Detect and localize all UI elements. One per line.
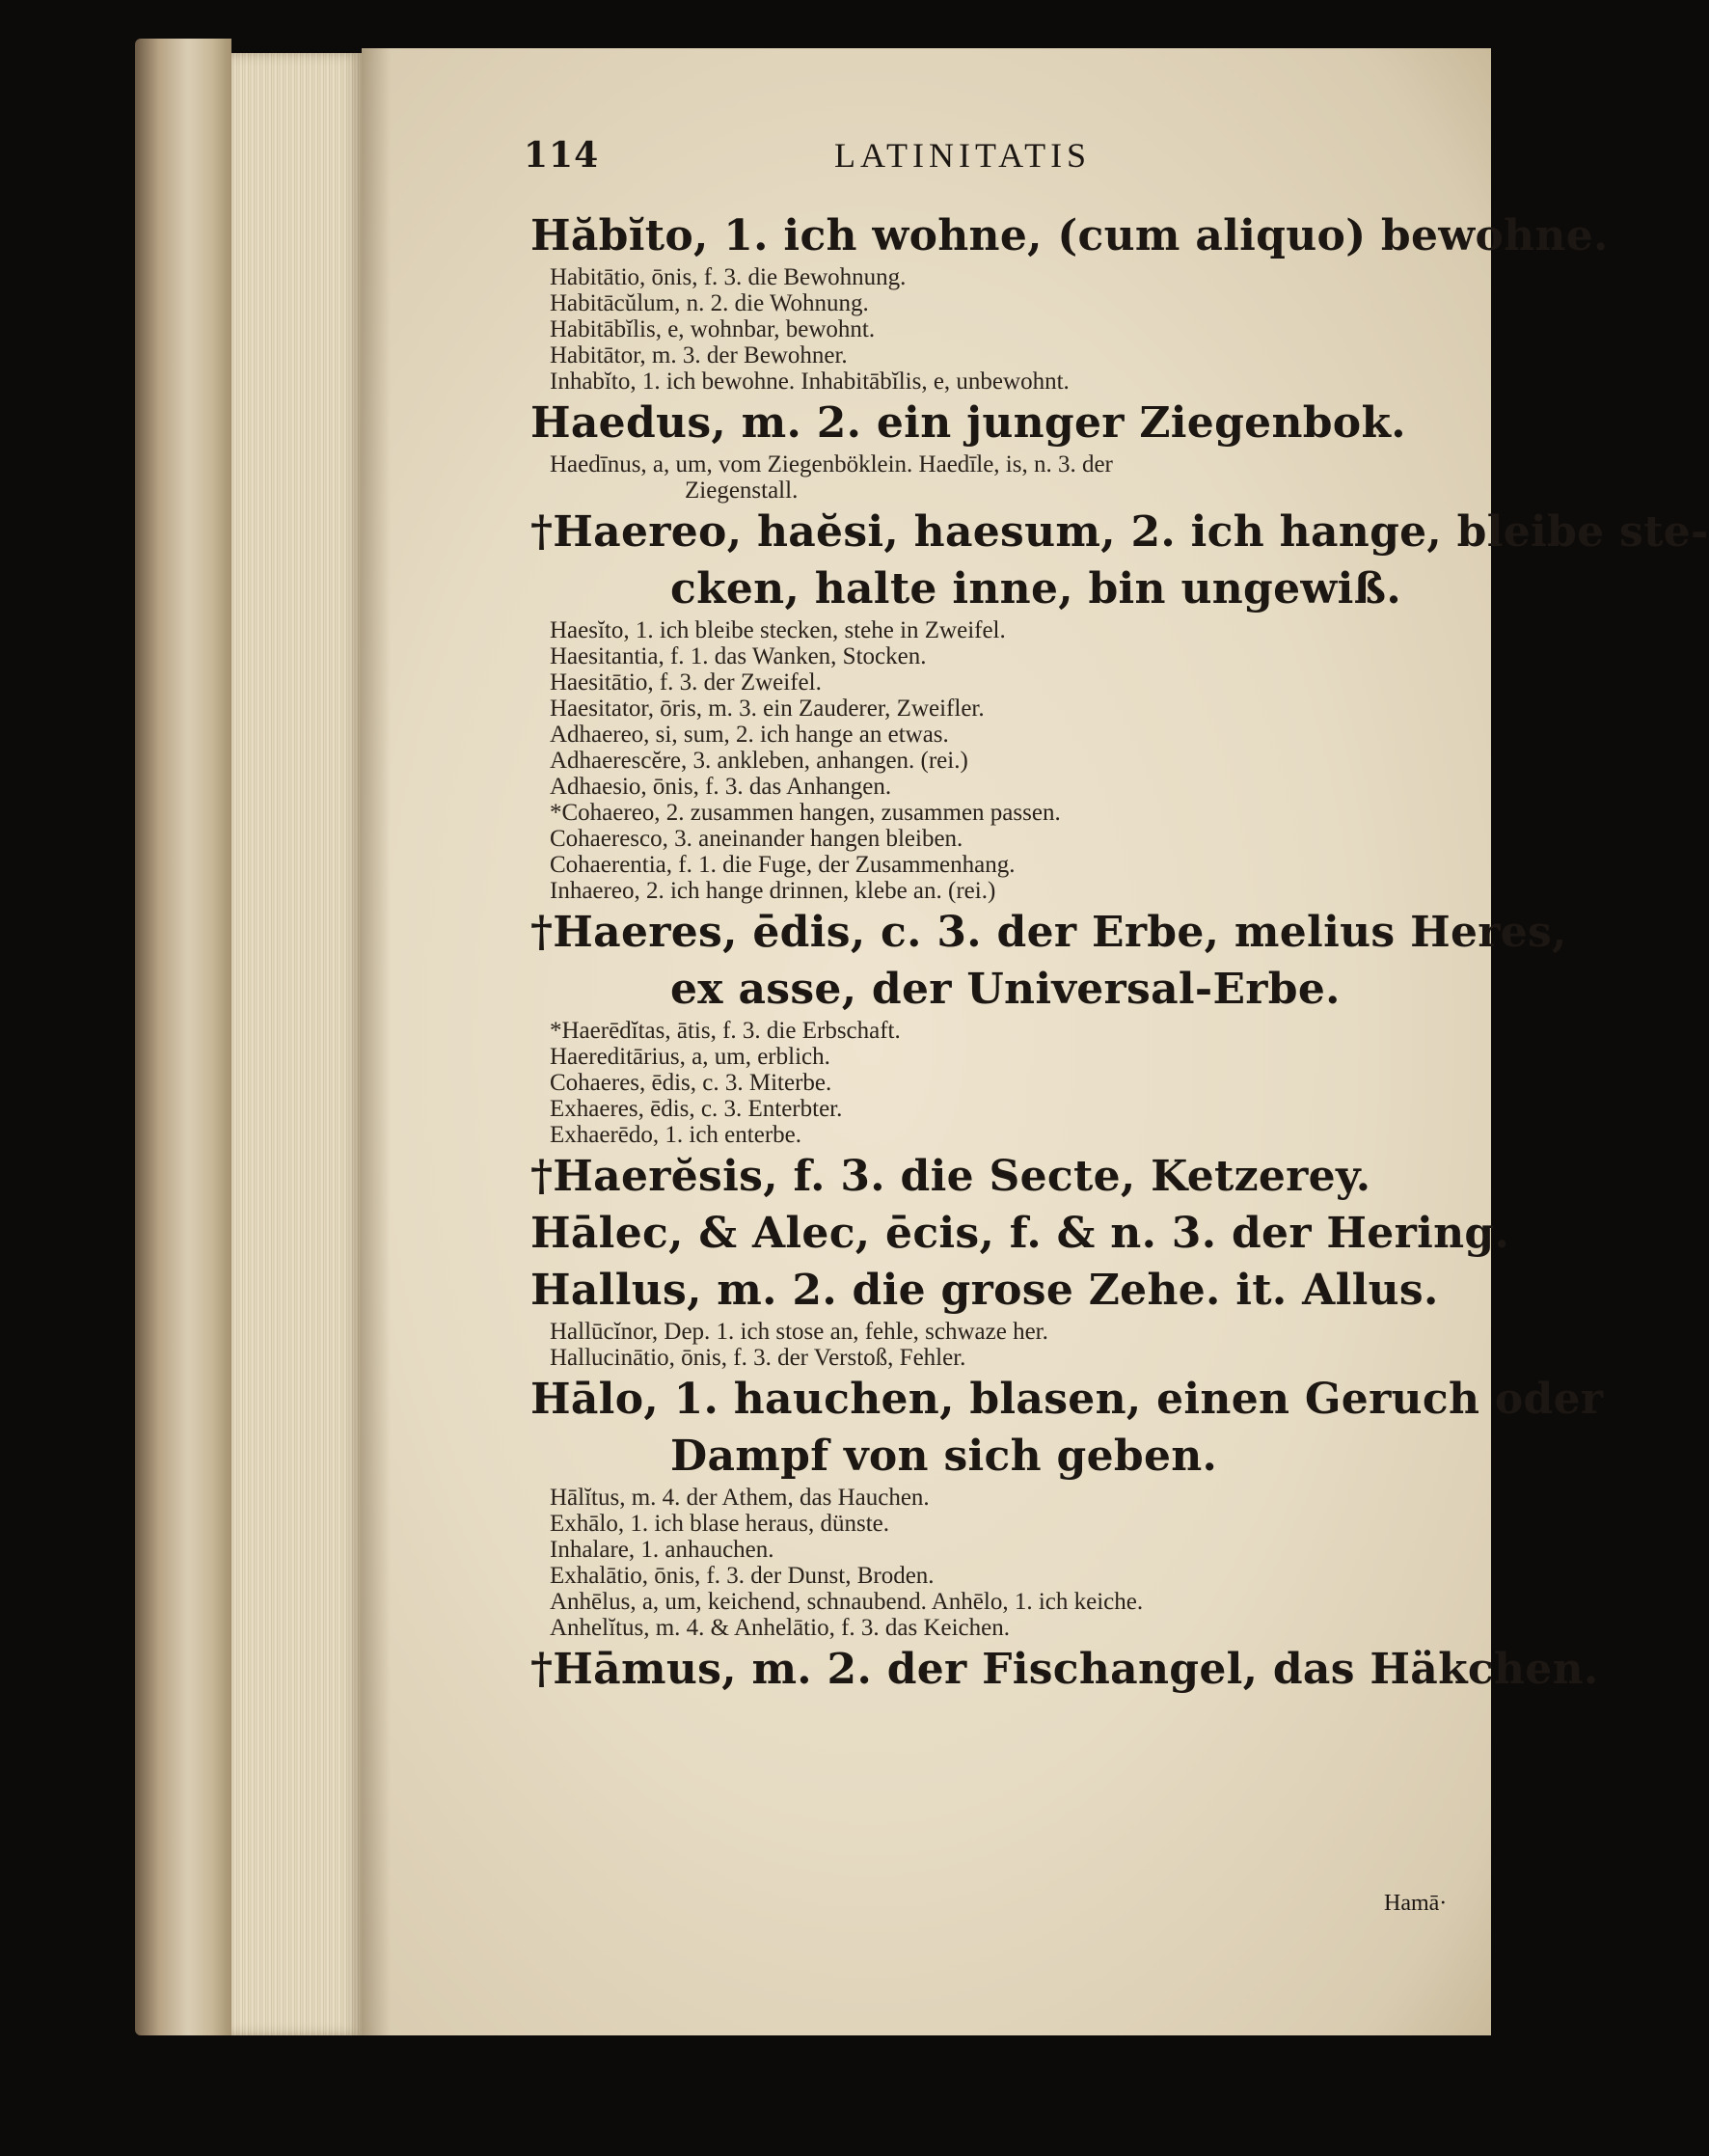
headword-entry: Hālo, 1. hauchen, blasen, einen Geruch oder [530, 1375, 1604, 1424]
derived-entry: Anhelĭtus, m. 4. & Anhelātio, f. 3. das Keichen. [550, 1615, 1011, 1641]
derived-entry: Habitātio, ōnis, f. 3. die Bewohnung. [550, 264, 907, 290]
book-spine-edge [135, 39, 231, 2035]
dictionary-entries [530, 207, 1709, 1698]
dictionary-page [362, 48, 1709, 2035]
headword-entry: Hālec, & Alec, ēcis, f. & n. 3. der Hering. [530, 1209, 1510, 1258]
headword-entry: Hăbĭto, 1. ich wohne, (cum aliquo) bewohne. [530, 211, 1609, 260]
page-number: 114 [524, 135, 600, 176]
derived-entry: Haesitator, ōris, m. 3. ein Zauderer, Zweifler. [550, 696, 985, 722]
catchword: Hamā· [1384, 1891, 1448, 1916]
derived-entry: Inhalare, 1. anhauchen. [550, 1537, 774, 1563]
headword-entry-continuation: Dampf von sich geben. [670, 1432, 1218, 1481]
derived-entry: Cohaeres, ēdis, c. 3. Miterbe. [550, 1070, 832, 1096]
derived-entry: Exhaeres, ēdis, c. 3. Enterbter. [550, 1096, 843, 1122]
derived-entry: Exhaerēdo, 1. ich enterbe. [550, 1122, 801, 1148]
derived-entry: Haereditārius, a, um, erblich. [550, 1044, 830, 1070]
derived-entry: Haedīnus, a, um, vom Ziegenböklein. Haedīle, is, n. 3. der [550, 451, 1113, 478]
derived-entry: Hālĭtus, m. 4. der Athem, das Hauchen. [550, 1485, 930, 1511]
headword-entry-continuation: ex asse, der Universal-Erbe. [670, 965, 1341, 1014]
derived-entry: Adhaereo, si, sum, 2. ich hange an etwas. [550, 722, 949, 748]
headword-entry: †Haeres, ēdis, c. 3. der Erbe, melius Heres, [530, 908, 1567, 957]
derived-entry: Inhaereo, 2. ich hange drinnen, klebe an. (rei.) [550, 878, 996, 904]
derived-entry: *Cohaereo, 2. zusammen hangen, zusammen passen. [550, 800, 1061, 826]
headword-entry: Haedus, m. 2. ein junger Ziegenbok. [530, 398, 1406, 448]
derived-entry: Haesitātio, f. 3. der Zweifel. [550, 669, 822, 696]
derived-entry: Hallūcĭnor, Dep. 1. ich stose an, fehle, schwaze her. [550, 1319, 1048, 1345]
derived-entry: Haesĭto, 1. ich bleibe stecken, stehe in Zweifel. [550, 617, 1006, 643]
derived-entry: *Haerēdĭtas, ātis, f. 3. die Erbschaft. [550, 1018, 901, 1044]
derived-entry: Inhabĭto, 1. ich bewohne. Inhabitābĭlis, e, unbewohnt. [550, 368, 1070, 395]
derived-entry: Adhaesio, ōnis, f. 3. das Anhangen. [550, 774, 892, 800]
derived-entry: Exhalātio, ōnis, f. 3. der Dunst, Broden. [550, 1563, 935, 1589]
derived-entry: Habitābĭlis, e, wohnbar, bewohnt. [550, 316, 876, 342]
headword-entry: †Hāmus, m. 2. der Fischangel, das Häkchen. [530, 1645, 1599, 1694]
derived-entry: Cohaerentia, f. 1. die Fuge, der Zusammenhang. [550, 852, 1016, 878]
page-stack-edge [231, 53, 362, 2035]
running-head [362, 135, 1442, 193]
derived-entry: Adhaerescĕre, 3. ankleben, anhangen. (rei.) [550, 748, 968, 774]
headword-entry-continuation: cken, halte inne, bin ungewiß. [670, 564, 1401, 614]
derived-entry: Habitācŭlum, n. 2. die Wohnung. [550, 290, 869, 316]
headword-entry: Hallus, m. 2. die grose Zehe. it. Allus. [530, 1266, 1439, 1315]
derived-entry: Cohaeresco, 3. aneinander hangen bleiben. [550, 826, 963, 852]
derived-entry: Haesitantia, f. 1. das Wanken, Stocken. [550, 643, 927, 669]
derived-entry: Habitātor, m. 3. der Bewohner. [550, 342, 848, 368]
derived-entry: Hallucinātio, ōnis, f. 3. der Verstoß, Fehler. [550, 1345, 966, 1371]
derived-entry: Exhālo, 1. ich blase heraus, dünste. [550, 1511, 889, 1537]
headword-entry: †Haerĕsis, f. 3. die Secte, Ketzerey. [530, 1152, 1371, 1201]
headword-entry: †Haereo, haĕsi, haesum, 2. ich hange, bleibe ste- [530, 507, 1709, 557]
derived-entry: Anhēlus, a, um, keichend, schnaubend. Anhēlo, 1. ich keiche. [550, 1589, 1144, 1615]
page-header-title: LATINITATIS [834, 136, 1092, 175]
gutter-shadow [362, 48, 391, 2035]
derived-entry-continuation: Ziegenstall. [685, 478, 799, 504]
